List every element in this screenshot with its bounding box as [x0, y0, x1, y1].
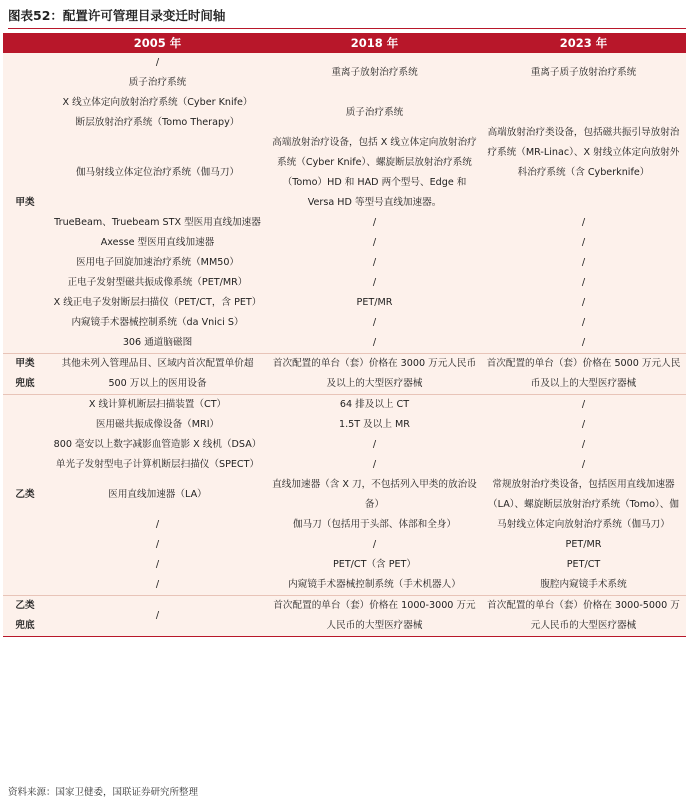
- cell-2018: 1.5T 及以上 MR: [268, 415, 481, 435]
- cell-2018: /: [268, 233, 481, 253]
- cell-2018: 内窥镜手术器械控制系统（手术机器人）: [268, 575, 481, 596]
- cell-2005: /: [47, 575, 268, 596]
- header-category: [3, 33, 47, 53]
- cell-2023: /: [481, 435, 686, 455]
- cell-2005: X 线正电子发射断层扫描仪（PET/CT，含 PET）: [47, 293, 268, 313]
- cell-2005: 单光子发射型电子计算机断层扫描仪（SPECT）: [47, 455, 268, 475]
- title-rule: [8, 28, 686, 29]
- cell-2023: 高端放射治疗类设备，包括磁共振引导放射治疗系统（MR-Linac）、X 射线立体定向放射外科治疗系统（含 Cyberknife）: [481, 93, 686, 213]
- cell-2005: 306 通道脑磁图: [47, 333, 268, 354]
- cell-2023: 腹腔内窥镜手术系统: [481, 575, 686, 596]
- cell-2018: /: [268, 313, 481, 333]
- cell-2005: /: [47, 515, 268, 535]
- cell-2005: /: [47, 555, 268, 575]
- cell-2005: Axesse 型医用直线加速器: [47, 233, 268, 253]
- cell-2005: 内窥镜手术器械控制系统（da Vnici S）: [47, 313, 268, 333]
- cell-2005: 800 毫安以上数字减影血管造影 X 线机（DSA）: [47, 435, 268, 455]
- cell-2023: PET/MR: [481, 535, 686, 555]
- cell-2023: 首次配置的单台（套）价格在 3000-5000 万元人民币的大型医疗器械: [481, 596, 686, 637]
- cell-2018: /: [268, 535, 481, 555]
- cell-2018: /: [268, 213, 481, 233]
- cell-2005: 质子治疗系统: [47, 73, 268, 93]
- cell-2005: 正电子发射型磁共振成像系统（PET/MR）: [47, 273, 268, 293]
- cell-2018: 首次配置的单台（套）价格在 1000-3000 万元人民币的大型医疗器械: [268, 596, 481, 637]
- category-jia: 甲类: [3, 53, 47, 354]
- cell-2018: 高端放射治疗设备，包括 X 线立体定向放射治疗系统（Cyber Knife）、螺旋断层放射治疗系统（Tomo）HD 和 HAD 两个型号、Edge 和 Versa HD 等型号直线加速器。: [268, 133, 481, 213]
- cell-2005: X 线立体定向放射治疗系统（Cyber Knife）: [47, 93, 268, 113]
- cell-2018: /: [268, 253, 481, 273]
- cell-2023: /: [481, 213, 686, 233]
- category-yi: 乙类: [3, 395, 47, 596]
- cell-2005: TrueBeam、Truebeam STX 型医用直线加速器: [47, 213, 268, 233]
- source-note: 资料来源：国家卫健委，国联证券研究所整理: [8, 787, 199, 798]
- figure-title: 图表52：配置许可管理目录变迁时间轴: [8, 8, 226, 23]
- cell-2018: 直线加速器（含 X 刀，不包括列入甲类的放治设备）: [268, 475, 481, 515]
- cell-2023: 常规放射治疗类设备，包括医用直线加速器（LA）、螺旋断层放射治疗系统（Tomo）、伽马射线立体定向放射治疗系统（伽马刀）: [481, 475, 686, 535]
- cell-2005: 断层放射治疗系统（Tomo Therapy）: [47, 113, 268, 133]
- cell-2023: /: [481, 233, 686, 253]
- cell-2023: 重离子质子放射治疗系统: [481, 53, 686, 93]
- cell-2018: /: [268, 273, 481, 293]
- category-jia-threshold: 甲类 兜底: [3, 354, 47, 395]
- cell-2023: PET/CT: [481, 555, 686, 575]
- cell-2018: PET/MR: [268, 293, 481, 313]
- cell-2023: /: [481, 395, 686, 416]
- cell-2005: /: [47, 53, 268, 73]
- cell-2023: /: [481, 415, 686, 435]
- cell-2005: 其他未列入管理品目、区域内首次配置单价超 500 万以上的医用设备: [47, 354, 268, 395]
- cell-2018: /: [268, 435, 481, 455]
- cell-2018: /: [268, 455, 481, 475]
- category-yi-threshold: 乙类 兜底: [3, 596, 47, 637]
- cell-2018: 重离子放射治疗系统: [268, 53, 481, 93]
- header-row: [3, 33, 686, 53]
- cell-2018: 64 排及以上 CT: [268, 395, 481, 416]
- cell-2005: X 线计算机断层扫描装置（CT）: [47, 395, 268, 416]
- cell-2005: 医用电子回旋加速治疗系统（MM50）: [47, 253, 268, 273]
- cell-2023: /: [481, 455, 686, 475]
- cell-2005: 医用磁共振成像设备（MRI）: [47, 415, 268, 435]
- cell-2023: /: [481, 253, 686, 273]
- cell-2018: 伽马刀（包括用于头部、体部和全身）: [268, 515, 481, 535]
- cell-2018: 质子治疗系统: [268, 93, 481, 133]
- cell-2018: PET/CT（含 PET）: [268, 555, 481, 575]
- cell-2005: /: [47, 596, 268, 637]
- header-2005: 2005 年: [47, 33, 268, 53]
- cell-2023: /: [481, 333, 686, 354]
- header-2018: 2018 年: [268, 33, 481, 53]
- cell-2018: 首次配置的单台（套）价格在 3000 万元人民币及以上的大型医疗器械: [268, 354, 481, 395]
- cell-2018: /: [268, 333, 481, 354]
- cell-2023: /: [481, 273, 686, 293]
- cell-2023: /: [481, 293, 686, 313]
- cell-2005: 医用直线加速器（LA）: [47, 475, 268, 515]
- catalog-table: [3, 33, 686, 637]
- header-2023: 2023 年: [481, 33, 686, 53]
- cell-2023: 首次配置的单台（套）价格在 5000 万元人民币及以上的大型医疗器械: [481, 354, 686, 395]
- cell-2005: 伽马射线立体定位治疗系统（伽马刀）: [47, 133, 268, 213]
- cell-2023: /: [481, 313, 686, 333]
- cell-2005: /: [47, 535, 268, 555]
